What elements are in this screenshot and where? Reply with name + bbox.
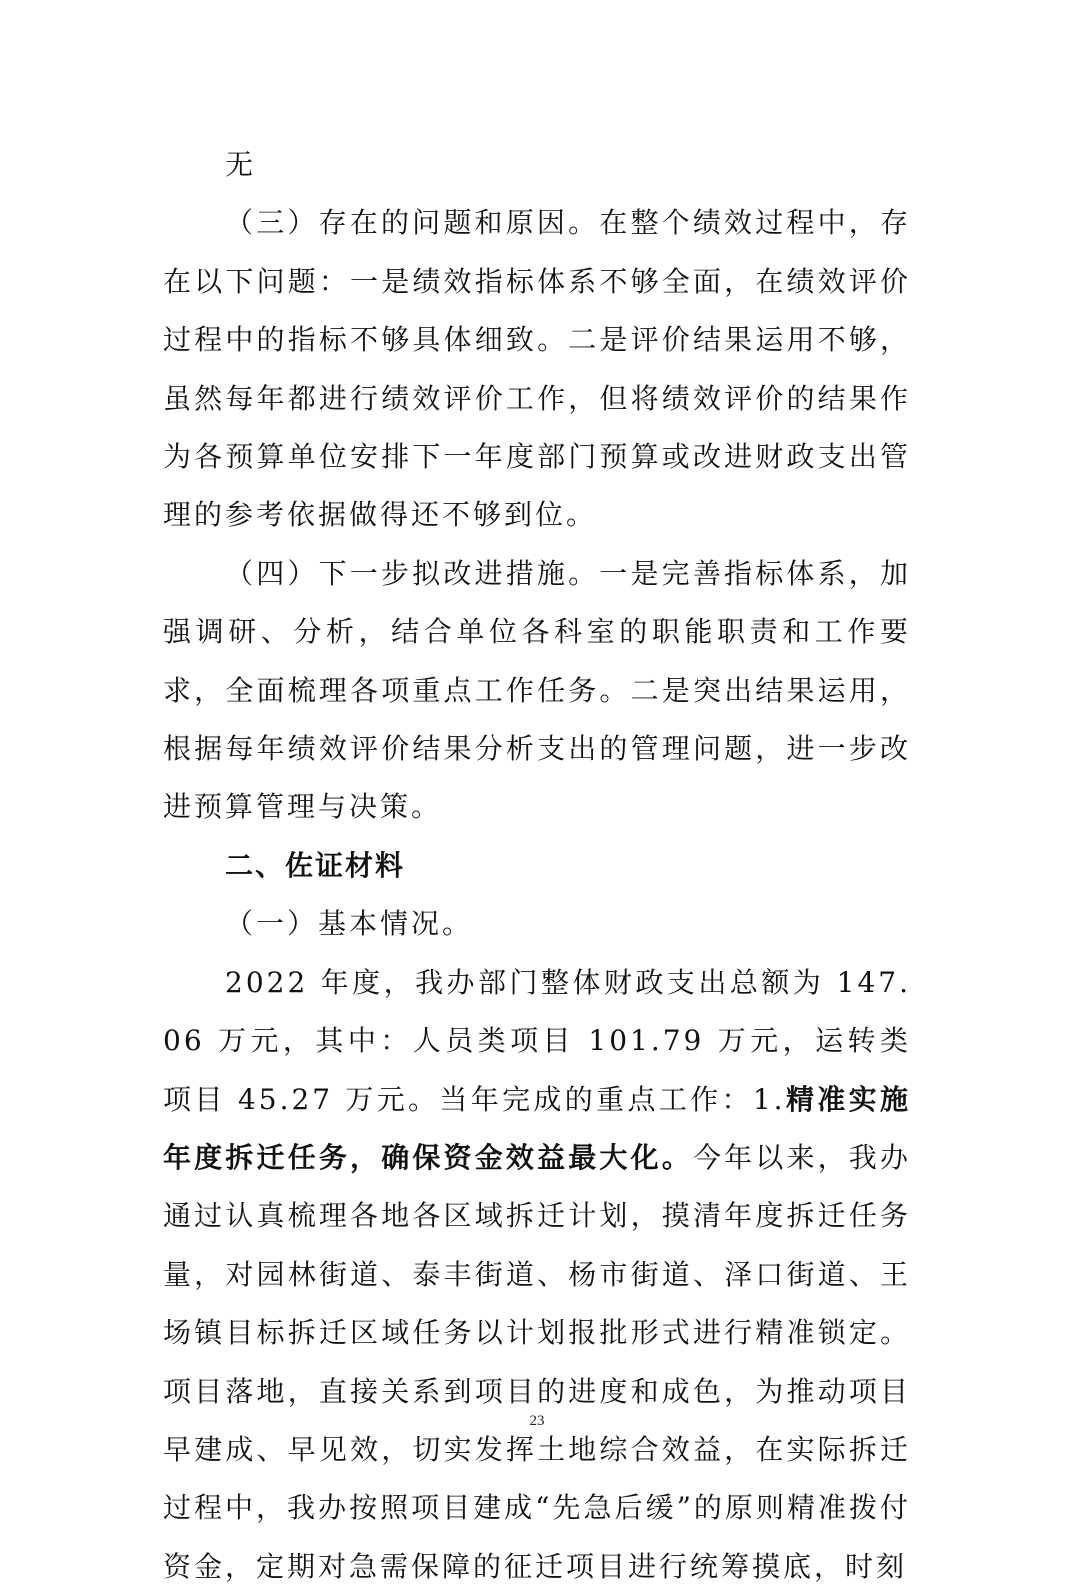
paragraph-measures: （四）下一步拟改进措施。一是完善指标体系，加强调研、分析，结合单位各科室的职能职责和工作要求，全面梳理各项重点工作任务。二是突出结果运用，根据每年绩效评价结果分析支出的管理问题，进一步改进预算管理与决策。	[163, 556, 911, 824]
paragraph-none: 无	[225, 148, 257, 181]
section-heading: 二、佐证材料	[225, 848, 406, 882]
document-body	[163, 136, 911, 1596]
paragraph-basic	[163, 954, 911, 1596]
paragraph-basic-text-2: 今年以来，我办通过认真梳理各地各区域拆迁计划，摸清年度拆迁任务量，对园林街道、泰丰街道、杨市街道、泽口街道、王场镇目标拆迁区域任务以计划报批形式进行精准锁定。项目落地，直接关系到项目的进度和成色，为推动项目早建成、早见效，切实发挥土地综合效益，在实际拆迁过程中，我办按照项目建成“先急后缓”的原则精准拨付资金，定期对急需保障的征迁项目进行统筹摸底，时刻	[163, 1140, 911, 1583]
page-number: 23	[529, 1413, 545, 1429]
paragraph-problems: （三）存在的问题和原因。在整个绩效过程中，存在以下问题：一是绩效指标体系不够全面，在绩效评价过程中的指标不够具体细致。二是评价结果运用不够，虽然每年都进行绩效评价工作，但将绩效评价的结果作为各预算单位安排下一年度部门预算或改进财政支出管理的参考依据做得还不够到位。	[163, 206, 911, 532]
paragraph-basic-text-1: 2022 年度，我办部门整体财政支出总额为 147.06 万元，其中：人员类项目 101.79 万元，运转类项目 45.27 万元。当年完成的重点工作：1.	[163, 965, 911, 1116]
subheading-basic: （一）基本情况。	[225, 907, 474, 941]
paragraph-basic-bold-text: 精准实施年度拆迁任务，确保资金效益最大化。	[163, 1082, 911, 1174]
